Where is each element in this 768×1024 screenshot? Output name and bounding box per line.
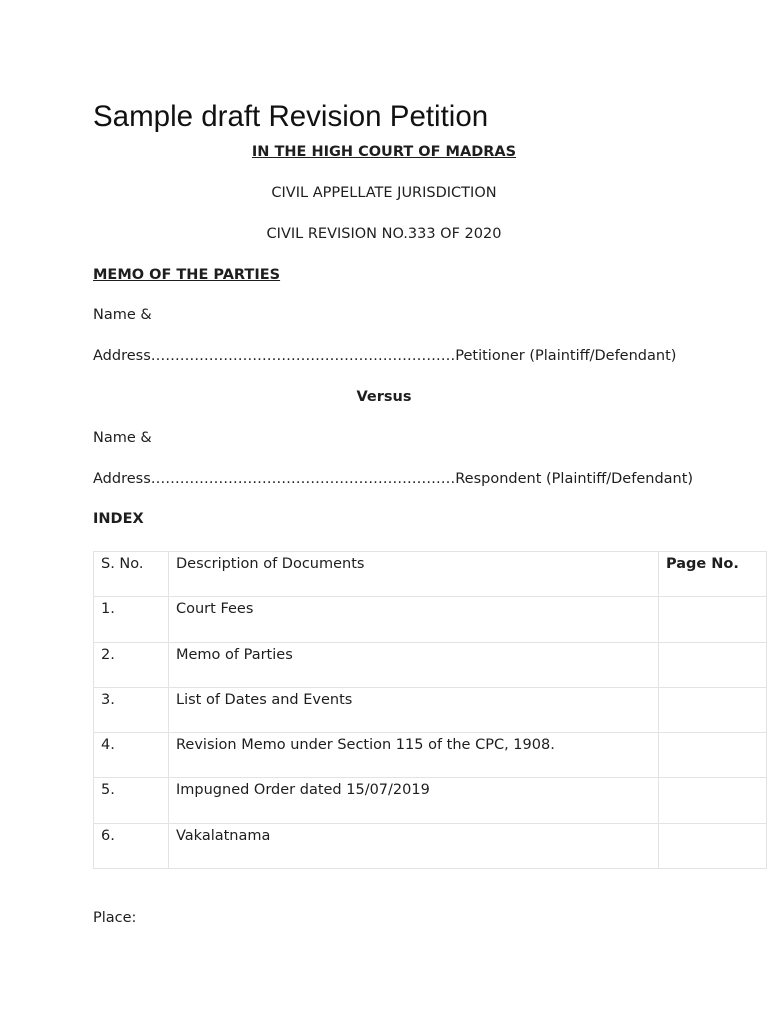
row-description: Revision Memo under Section 115 of the CPC, 1908.: [169, 733, 659, 778]
row-page: [659, 778, 767, 823]
place-label: Place:: [93, 910, 137, 926]
row-description: List of Dates and Events: [169, 687, 659, 732]
row-page: [659, 823, 767, 868]
row-description: Memo of Parties: [169, 642, 659, 687]
row-sno: 1.: [94, 597, 169, 642]
document-title: Sample draft Revision Petition: [93, 100, 489, 133]
index-heading: INDEX: [93, 511, 144, 527]
table-row: [94, 642, 767, 687]
memo-heading: MEMO OF THE PARTIES: [93, 267, 281, 283]
jurisdiction-heading: CIVIL APPELLATE JURISDICTION: [271, 185, 497, 201]
table-row: [94, 778, 767, 823]
row-page: [659, 687, 767, 732]
header-page-no: Page No.: [659, 552, 767, 597]
table-row: [94, 597, 767, 642]
row-page: [659, 642, 767, 687]
row-sno: 3.: [94, 687, 169, 732]
header-sno: S. No.: [94, 552, 169, 597]
court-heading: IN THE HIGH COURT OF MADRAS: [251, 144, 517, 160]
row-sno: 6.: [94, 823, 169, 868]
table-row: [94, 733, 767, 778]
versus-label: Versus: [356, 389, 412, 405]
row-sno: 2.: [94, 642, 169, 687]
row-description: Court Fees: [169, 597, 659, 642]
table-row: [94, 823, 767, 868]
row-page: [659, 733, 767, 778]
case-number: CIVIL REVISION NO.333 OF 2020: [266, 226, 502, 242]
row-description: Impugned Order dated 15/07/2019: [169, 778, 659, 823]
respondent-address-line: Address………………………………………………………Respondent (Plaintiff/Defendant): [93, 471, 694, 487]
index-table: [93, 551, 767, 869]
row-page: [659, 597, 767, 642]
petitioner-name-line: Name &: [93, 307, 152, 323]
header-description: Description of Documents: [169, 552, 659, 597]
table-header-row: [94, 552, 767, 597]
row-description: Vakalatnama: [169, 823, 659, 868]
table-row: [94, 687, 767, 732]
petitioner-address-line: Address………………………………………………………Petitioner (Plaintiff/Defendant): [93, 348, 677, 364]
respondent-name-line: Name &: [93, 430, 152, 446]
row-sno: 5.: [94, 778, 169, 823]
row-sno: 4.: [94, 733, 169, 778]
